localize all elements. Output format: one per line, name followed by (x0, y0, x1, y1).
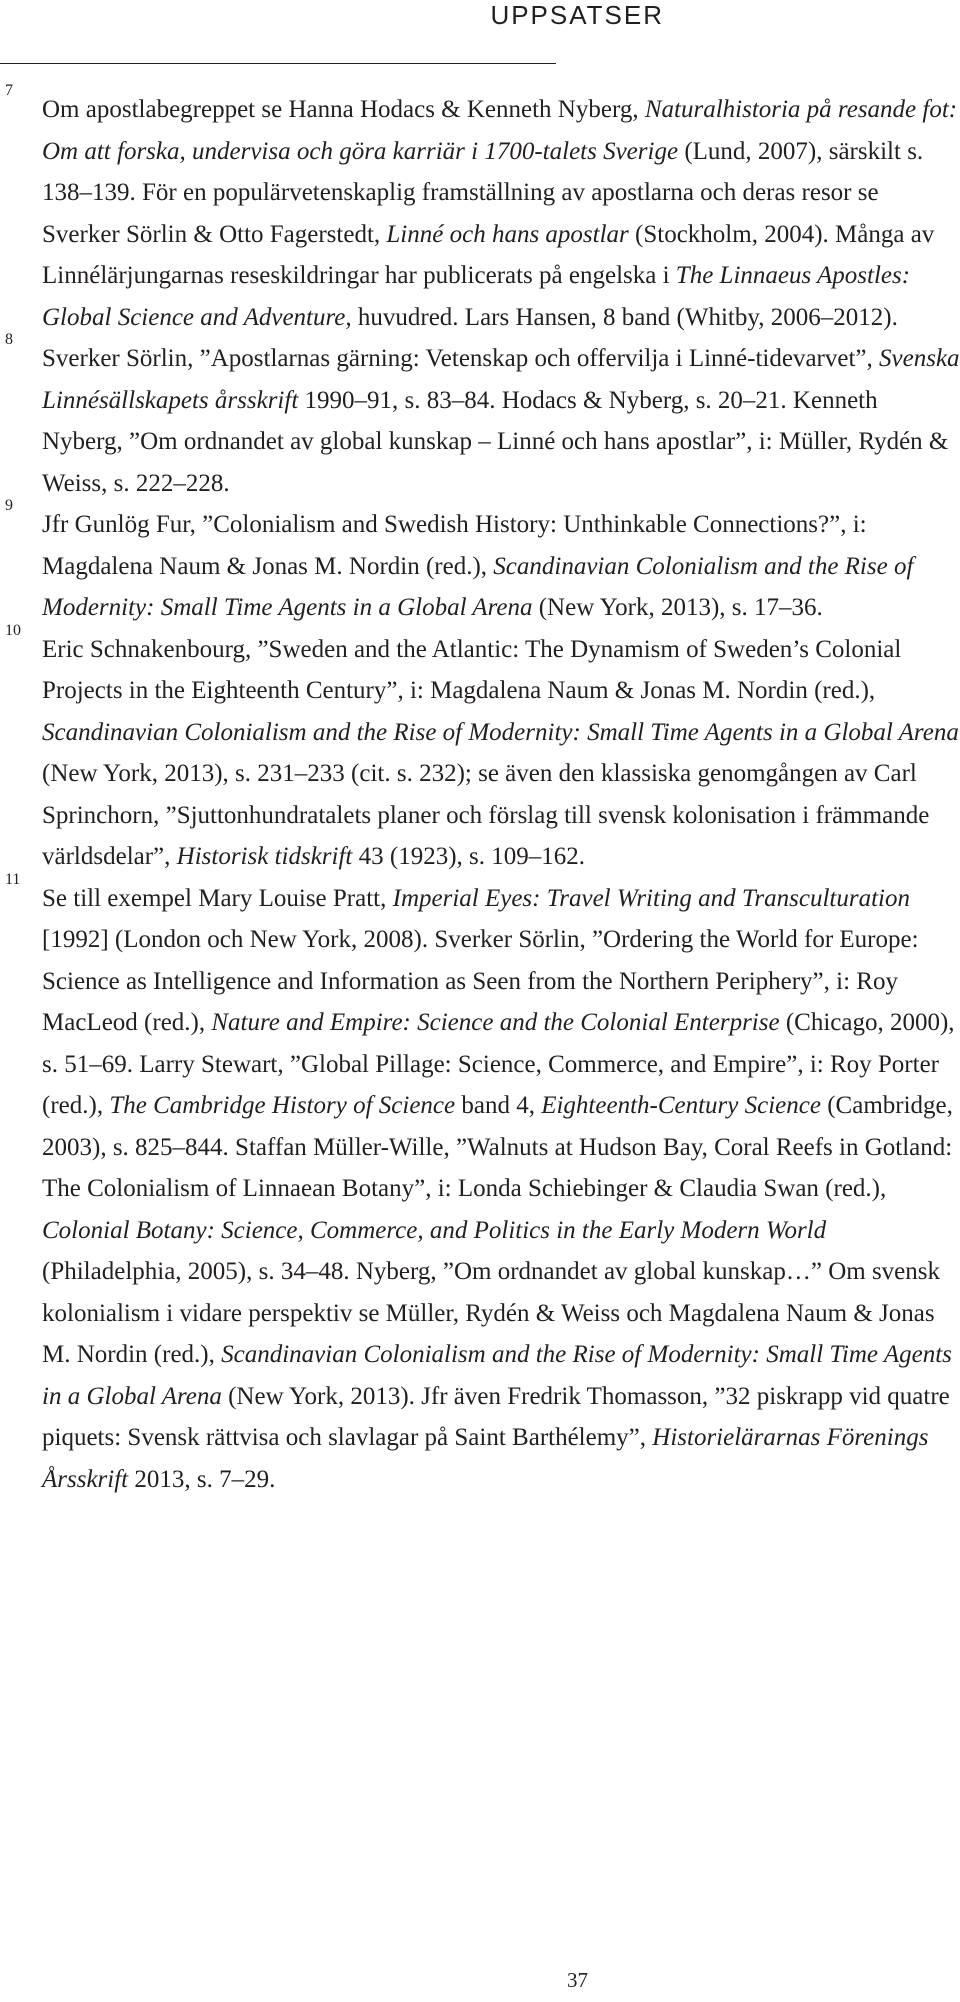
footnote-text (42, 629, 960, 878)
footnote-text (42, 89, 960, 338)
footnote-8 (0, 331, 960, 504)
footnote-text-segment: band 4, (455, 1092, 542, 1119)
footnote-title-italic: Linné och hans apostlar (386, 220, 629, 248)
footnote-11 (0, 870, 960, 1501)
footnote-title-italic: Nature and Empire: Science and the Colonial Enterprise (211, 1009, 780, 1036)
footnote-text (42, 504, 960, 629)
footnote-title-italic: Scandinavian Colonialism and the Rise of Modernity: Small Time Agents in a Global Arena (42, 552, 914, 621)
footnote-text-segment: huvudred. Lars Hansen, 8 band (Whitby, 2006–2012). (351, 303, 898, 331)
footnote-title-italic: Eighteenth-Century Science (541, 1092, 821, 1119)
footnote-number: 8 (5, 331, 13, 348)
footnote-text-segment: Eric Schnakenbourg, ”Sweden and the Atlantic: The Dynamism of Sweden’s Colonial Projects in the Eighteenth Century”, i: Magdalena Naum & Jonas M. Nordin (red.), (42, 635, 902, 704)
footnote-text-segment: (Stockholm, 2004). Många av Linnélärjungarnas reseskildringar har publicerats på engelska i (42, 220, 935, 289)
footnote-text-segment: Om apostlabegreppet se Hanna Hodacs & Kenneth Nyberg, (42, 96, 645, 123)
footnote-title-italic: Historielärarnas Förenings Årsskrift (42, 1424, 929, 1493)
footnote-separator-rule (0, 63, 556, 64)
footnote-text-segment: 2013, s. 7–29. (128, 1465, 276, 1493)
footnote-text-segment: 43 (1923), s. 109–162. (352, 843, 586, 870)
footnote-title-italic: The Linnaeus Apostles: Global Science and Adventure, (42, 262, 911, 331)
footnote-title-italic: Scandinavian Colonialism and the Rise of Modernity: Small Time Agents in a Global Arena (42, 718, 959, 746)
footnote-number: 7 (5, 82, 13, 99)
footnote-9 (0, 497, 960, 629)
footnote-title-italic: The Cambridge History of Science (109, 1092, 456, 1119)
footnote-title-italic: Svenska Linnésällskapets årsskrift (42, 345, 960, 414)
footnote-7 (0, 82, 960, 338)
footnote-title-italic: Naturalhistoria på resande fot: Om att forska, undervisa och göra karriär i 1700-talets Sverige (42, 96, 958, 165)
footnote-text (42, 878, 960, 1501)
footnote-text-segment: (Philadelphia, 2005), s. 34–48. Nyberg, ”Om ordnandet av global kunskap…” Om svensk kolonialism i vidare perspektiv se Müller, Rydén & Weiss och Magdalena Naum & Jonas M. Nordin (red.), (42, 1258, 940, 1368)
footnote-text-segment: (Chicago, 2000), s. 51–69. Larry Stewart, ”Global Pillage: Science, Commerce, and Empire”, i: Roy Porter (red.), (42, 1009, 955, 1119)
footnote-text-segment: (Cambridge, 2003), s. 825–844. Staffan Müller-Wille, ”Walnuts at Hudson Bay, Coral Reefs in Gotland: The Colonialism of Linnaean Botany”, i: Londa Schiebinger & Claudia Swan (red.), (42, 1092, 953, 1202)
footnote-text (42, 338, 960, 504)
footnote-title-italic: Historisk tidskrift (176, 843, 353, 870)
running-header: UPPSATSER (490, 0, 664, 30)
footnote-number: 10 (5, 621, 21, 639)
footnote-text-segment: 1990–91, s. 83–84. Hodacs & Nyberg, s. 20–21. Kenneth Nyberg, ”Om ordnandet av global kunskap – Linné och hans apostlar”, i: Müller, Rydén & Weiss, s. 222–228. (42, 386, 949, 497)
footnote-text-segment: (New York, 2013), s. 17–36. (532, 594, 823, 621)
footnote-title-italic: Colonial Botany: Science, Commerce, and Politics in the Early Modern World (42, 1216, 827, 1244)
footnote-number: 9 (5, 497, 13, 514)
footnote-text-segment: (New York, 2013). Jfr även Fredrik Thomasson, ”32 piskrapp vid quatre piquets: Svensk rättvisa och slavlagar på Saint Barthélemy”, (42, 1382, 950, 1451)
footnote-text-segment: (Lund, 2007), särskilt s. 138–139. För en populärvetenskaplig framställning av apostlarna och deras resor se Sverker Sörlin & Otto Fagerstedt, (42, 137, 924, 248)
footnote-text-segment: [1992] (London och New York, 2008). Sverker Sörlin, ”Ordering the World for Europe: Science as Intelligence and Information as Seen from the Northern Periphery”, i: Roy MacLeod (red.), (42, 926, 919, 1036)
footnote-title-italic: Imperial Eyes: Travel Writing and Transculturation (392, 884, 910, 912)
footnote-text-segment: (New York, 2013), s. 231–233 (cit. s. 232); se även den klassiska genomgången av Carl Sprinchorn, ”Sjuttonhundratalets planer och förslag till svensk kolonisation i främmande världsdelar”, (42, 760, 930, 870)
footnote-number: 11 (5, 870, 21, 888)
footnote-10 (0, 621, 960, 878)
footnote-text-segment: Sverker Sörlin, ”Apostlarnas gärning: Vetenskap och offervilja i Linné-tidevarvet”, (42, 345, 880, 372)
footnotes-list (0, 82, 960, 1500)
page-number: 37 (567, 1968, 588, 1992)
footnote-text-segment: Jfr Gunlög Fur, ”Colonialism and Swedish History: Unthinkable Connections?”, i: Magdalena Naum & Jonas M. Nordin (red.), (42, 511, 867, 580)
footnote-title-italic: Scandinavian Colonialism and the Rise of Modernity: Small Time Agents in a Global Arena (42, 1341, 952, 1410)
footnote-text-segment: Se till exempel Mary Louise Pratt, (42, 884, 393, 912)
